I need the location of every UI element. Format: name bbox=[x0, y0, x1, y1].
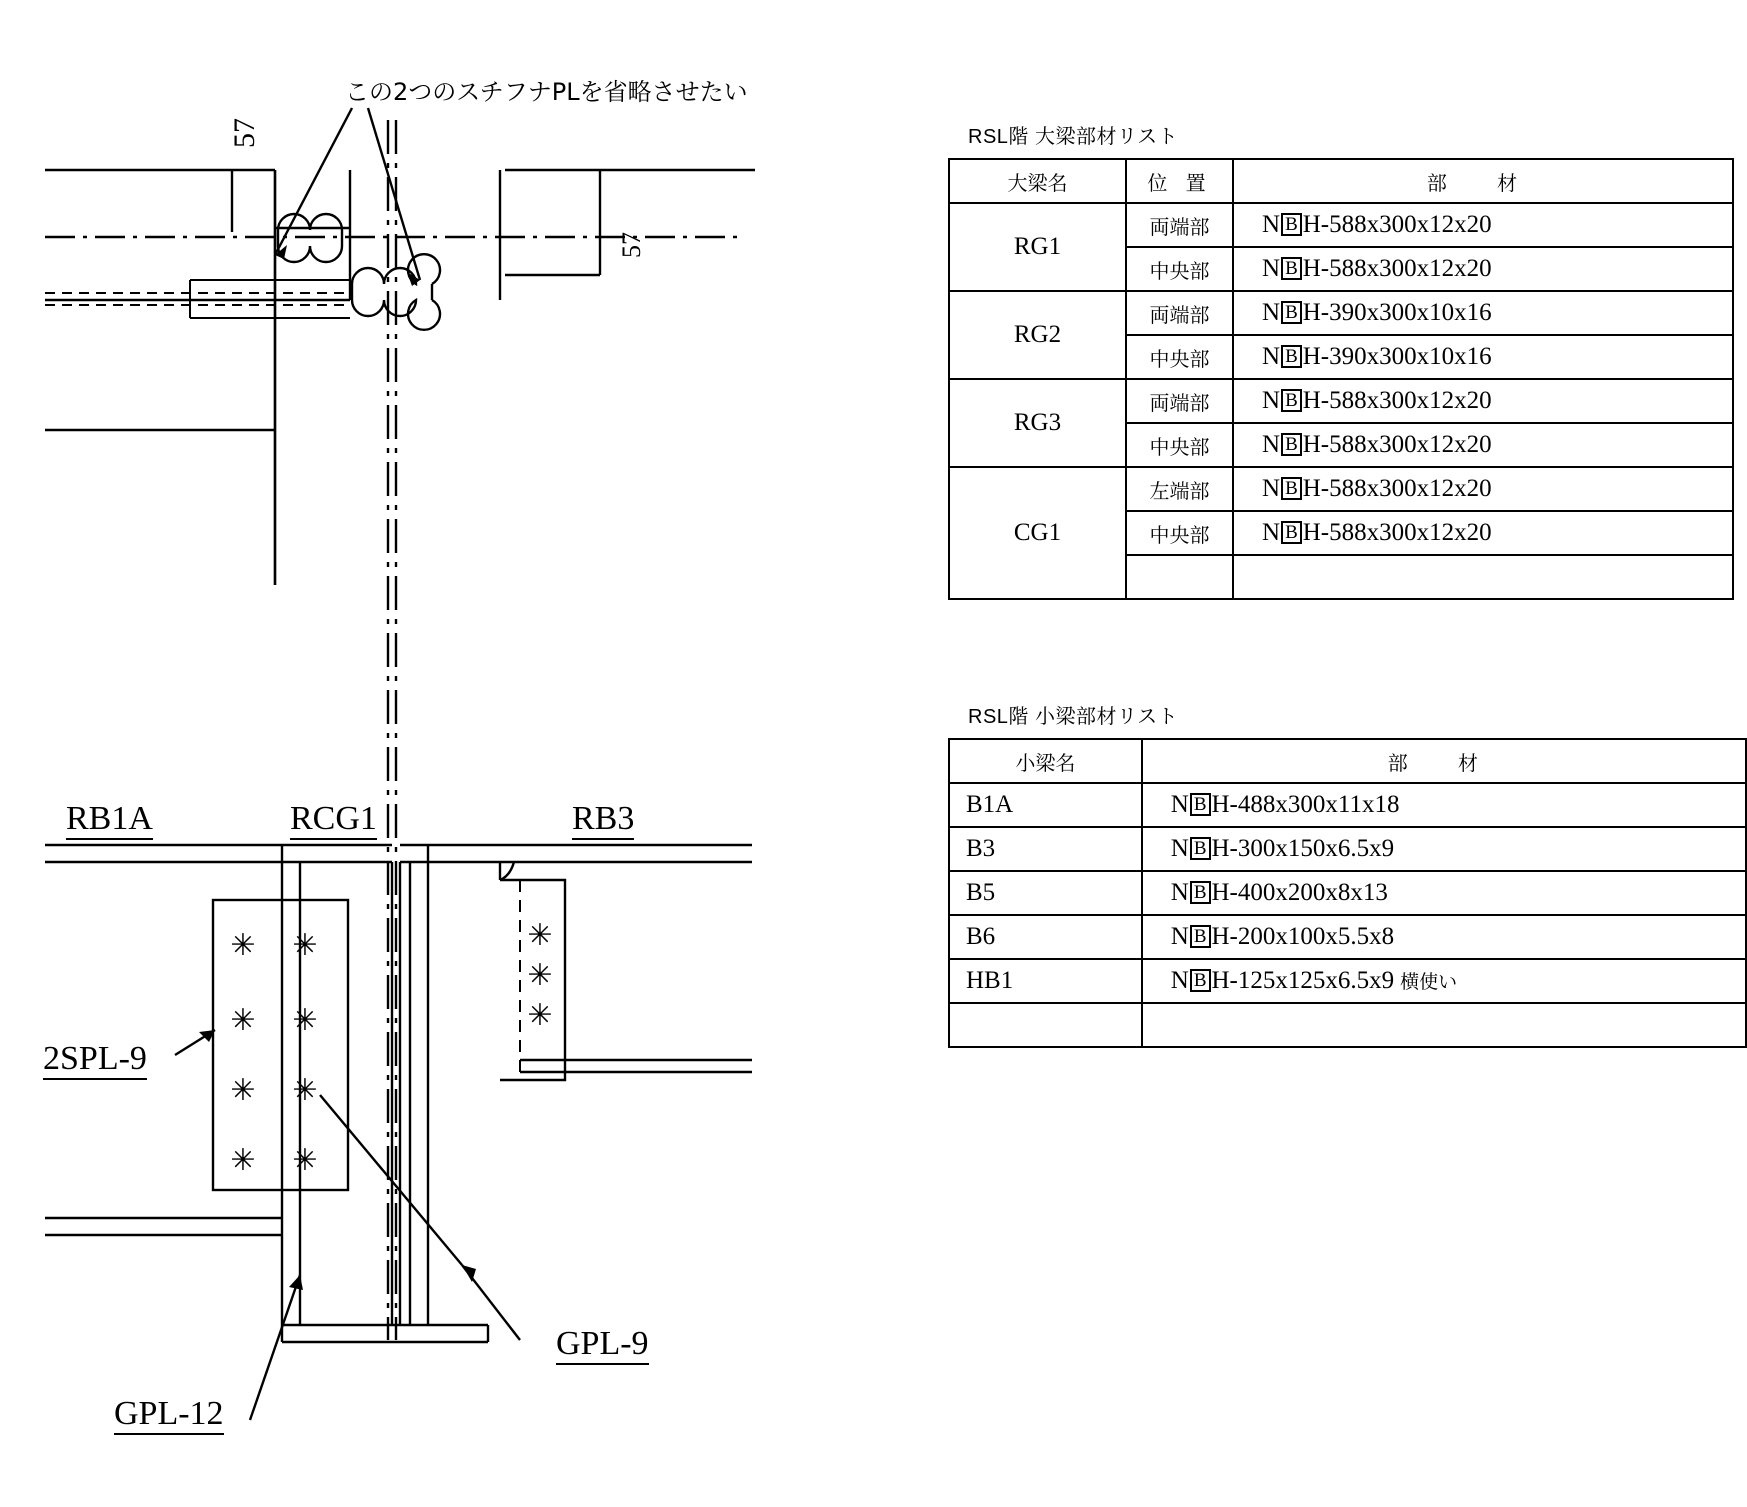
beam-name-cell: HB1 bbox=[949, 959, 1142, 1003]
label-gpl-9: GPL-9 bbox=[556, 1325, 649, 1365]
spec-grade-box: B bbox=[1190, 925, 1211, 948]
dimension-57-left: 57 bbox=[228, 118, 261, 148]
member-spec-cell bbox=[1233, 203, 1733, 247]
member-spec-cell bbox=[1233, 467, 1733, 511]
spec-prefix: N bbox=[1170, 923, 1189, 950]
girder-header-name: 大梁名 bbox=[949, 159, 1126, 203]
table-row bbox=[949, 871, 1746, 915]
beam-header-material: 部 材 bbox=[1142, 739, 1746, 783]
spec-section: H-588x300x12x20 bbox=[1302, 431, 1492, 458]
member-spec-cell bbox=[1233, 379, 1733, 423]
member-spec-cell bbox=[1142, 959, 1746, 1003]
table-header-row bbox=[949, 739, 1746, 783]
girder-position-cell: 左端部 bbox=[1126, 467, 1233, 511]
beam-name-cell: B1A bbox=[949, 783, 1142, 827]
table-row bbox=[949, 1003, 1746, 1047]
girder-name-cell: RG3 bbox=[949, 379, 1126, 467]
spec-section: H-390x300x10x16 bbox=[1302, 343, 1492, 370]
svg-text:✳: ✳ bbox=[230, 1143, 256, 1178]
girder-member-table bbox=[948, 158, 1734, 600]
girder-position-cell: 中央部 bbox=[1126, 335, 1233, 379]
spec-prefix: N bbox=[1262, 211, 1281, 238]
spec-section: H-588x300x12x20 bbox=[1302, 475, 1492, 502]
member-spec-cell bbox=[1142, 783, 1746, 827]
spec-prefix: N bbox=[1262, 475, 1281, 502]
stiffener-omit-note: この2つのスチフナPLを省略させたい bbox=[345, 78, 748, 106]
table-row bbox=[949, 827, 1746, 871]
table-row bbox=[949, 467, 1733, 511]
spec-grade-box: B bbox=[1281, 521, 1302, 544]
spec-grade-box: B bbox=[1281, 257, 1302, 280]
member-spec-cell bbox=[1233, 335, 1733, 379]
spec-section: H-488x300x11x18 bbox=[1211, 791, 1400, 818]
spec-suffix: 横使い bbox=[1394, 971, 1458, 993]
spec-prefix: N bbox=[1170, 791, 1189, 818]
label-gpl-12: GPL-12 bbox=[114, 1395, 224, 1435]
beam-header-name: 小梁名 bbox=[949, 739, 1142, 783]
table-header-row bbox=[949, 159, 1733, 203]
spec-prefix: N bbox=[1170, 879, 1189, 906]
label-rb1a: RB1A bbox=[66, 800, 153, 840]
spec-prefix: N bbox=[1262, 519, 1281, 546]
label-2spl-9: 2SPL-9 bbox=[43, 1040, 147, 1080]
spec-section: H-588x300x12x20 bbox=[1302, 255, 1492, 282]
svg-text:✳: ✳ bbox=[292, 928, 318, 963]
beam-list-title: RSL階 小梁部材リスト bbox=[968, 706, 1179, 728]
member-spec-cell bbox=[1142, 871, 1746, 915]
steel-connection-detail bbox=[0, 0, 900, 1460]
member-spec-cell bbox=[1233, 511, 1733, 555]
svg-text:✳: ✳ bbox=[527, 998, 553, 1033]
spec-section: H-588x300x12x20 bbox=[1302, 519, 1492, 546]
spec-section: H-125x125x6.5x9 bbox=[1211, 967, 1395, 994]
girder-header-position: 位 置 bbox=[1126, 159, 1233, 203]
dimension-57-right: 57 bbox=[617, 232, 646, 258]
spec-prefix: N bbox=[1170, 967, 1189, 994]
svg-text:✳: ✳ bbox=[292, 1003, 318, 1038]
girder-name-cell: RG1 bbox=[949, 203, 1126, 291]
spec-grade-box: B bbox=[1281, 389, 1302, 412]
spec-grade-box: B bbox=[1281, 433, 1302, 456]
table-row bbox=[949, 291, 1733, 335]
girder-position-cell: 中央部 bbox=[1126, 247, 1233, 291]
spec-prefix: N bbox=[1262, 343, 1281, 370]
spec-section: H-400x200x8x13 bbox=[1211, 879, 1388, 906]
table-row bbox=[949, 959, 1746, 1003]
member-spec-cell bbox=[1142, 1003, 1746, 1047]
spec-section: H-200x100x5.5x8 bbox=[1211, 923, 1395, 950]
beam-member-table bbox=[948, 738, 1747, 1048]
spec-prefix: N bbox=[1262, 255, 1281, 282]
girder-position-cell: 両端部 bbox=[1126, 203, 1233, 247]
spec-grade-box: B bbox=[1190, 793, 1211, 816]
svg-text:✳: ✳ bbox=[527, 958, 553, 993]
spec-grade-box: B bbox=[1281, 301, 1302, 324]
spec-section: H-300x150x6.5x9 bbox=[1211, 835, 1395, 862]
girder-position-cell: 中央部 bbox=[1126, 511, 1233, 555]
member-spec-cell bbox=[1233, 247, 1733, 291]
spec-prefix: N bbox=[1262, 431, 1281, 458]
table-row bbox=[949, 379, 1733, 423]
member-spec-cell bbox=[1233, 291, 1733, 335]
girder-position-cell: 両端部 bbox=[1126, 379, 1233, 423]
table-row bbox=[949, 203, 1733, 247]
beam-name-cell: B6 bbox=[949, 915, 1142, 959]
member-spec-cell bbox=[1142, 915, 1746, 959]
spec-grade-box: B bbox=[1190, 969, 1211, 992]
svg-text:✳: ✳ bbox=[230, 1073, 256, 1108]
beam-name-cell: B3 bbox=[949, 827, 1142, 871]
svg-text:✳: ✳ bbox=[230, 928, 256, 963]
spec-grade-box: B bbox=[1281, 345, 1302, 368]
girder-name-cell: CG1 bbox=[949, 467, 1126, 599]
beam-name-cell bbox=[949, 1003, 1142, 1047]
spec-grade-box: B bbox=[1190, 881, 1211, 904]
spec-section: H-588x300x12x20 bbox=[1302, 211, 1492, 238]
spec-section: H-588x300x12x20 bbox=[1302, 387, 1492, 414]
svg-text:✳: ✳ bbox=[292, 1073, 318, 1108]
spec-grade-box: B bbox=[1190, 837, 1211, 860]
girder-position-cell: 中央部 bbox=[1126, 423, 1233, 467]
label-rb3: RB3 bbox=[572, 800, 634, 840]
svg-text:✳: ✳ bbox=[230, 1003, 256, 1038]
girder-list-title: RSL階 大梁部材リスト bbox=[968, 126, 1179, 148]
svg-text:✳: ✳ bbox=[527, 918, 553, 953]
table-row bbox=[949, 783, 1746, 827]
girder-position-cell bbox=[1126, 555, 1233, 599]
girder-header-material: 部 材 bbox=[1233, 159, 1733, 203]
member-spec-cell bbox=[1142, 827, 1746, 871]
svg-text:✳: ✳ bbox=[292, 1143, 318, 1178]
beam-name-cell: B5 bbox=[949, 871, 1142, 915]
table-row bbox=[949, 915, 1746, 959]
girder-position-cell: 両端部 bbox=[1126, 291, 1233, 335]
girder-name-cell: RG2 bbox=[949, 291, 1126, 379]
spec-prefix: N bbox=[1262, 387, 1281, 414]
spec-grade-box: B bbox=[1281, 213, 1302, 236]
spec-prefix: N bbox=[1170, 835, 1189, 862]
spec-section: H-390x300x10x16 bbox=[1302, 299, 1492, 326]
spec-grade-box: B bbox=[1281, 477, 1302, 500]
member-spec-cell bbox=[1233, 555, 1733, 599]
label-rcg1: RCG1 bbox=[290, 800, 377, 840]
spec-prefix: N bbox=[1262, 299, 1281, 326]
member-spec-cell bbox=[1233, 423, 1733, 467]
